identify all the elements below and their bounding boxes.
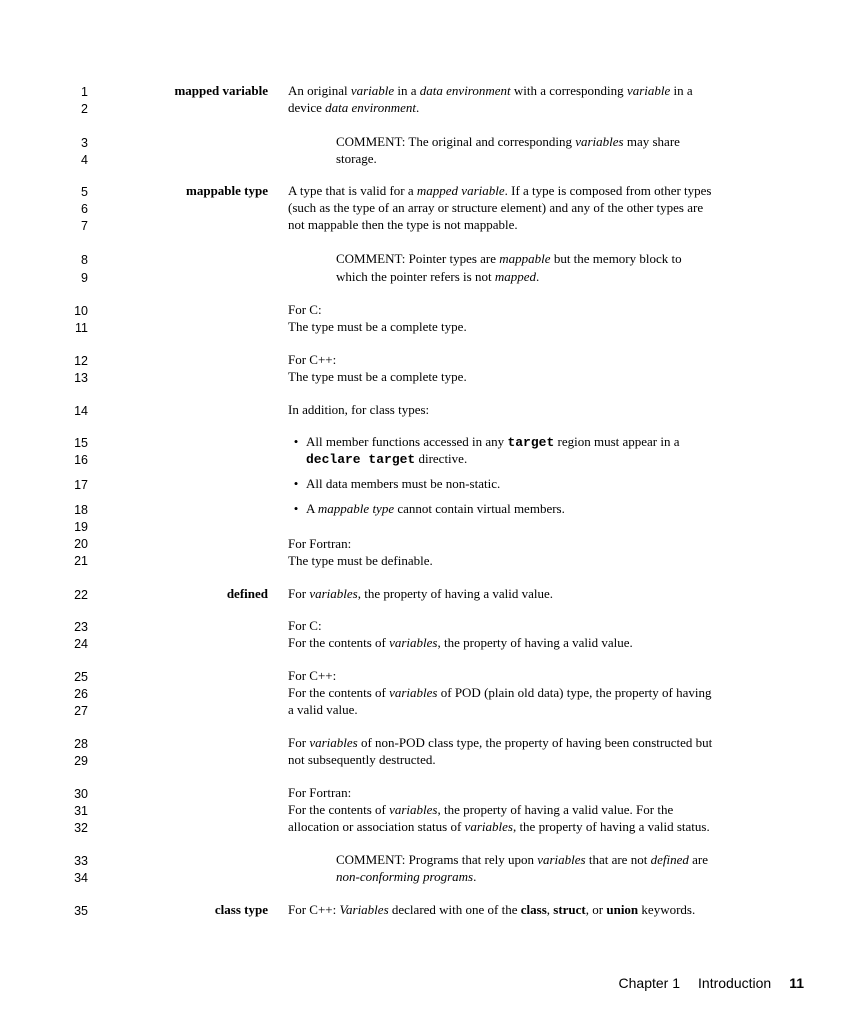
line-number: 28 <box>74 737 88 751</box>
line-number: 18 <box>74 503 88 517</box>
language-heading: For Fortran: <box>288 785 352 800</box>
page-number: 11 <box>789 975 804 991</box>
line-number: 24 <box>74 637 88 651</box>
definition-line: An original variable in a data environment with a corresponding variable in a <box>288 83 693 98</box>
line-number: 10 <box>74 304 88 318</box>
line-number: 5 <box>81 185 88 199</box>
line-number: 6 <box>81 202 88 216</box>
line-number: 27 <box>74 704 88 718</box>
language-heading: For Fortran: <box>288 536 352 551</box>
comment-line: COMMENT: Programs that rely upon variables that are not defined are <box>336 852 708 867</box>
line-number: 3 <box>81 136 88 150</box>
line-number: 2 <box>81 102 88 116</box>
definition-line: device data environment. <box>288 100 420 115</box>
line-number: 12 <box>74 354 88 368</box>
page-footer <box>560 975 804 991</box>
language-heading: For C: <box>288 302 322 317</box>
footer-title: Introduction <box>698 975 772 991</box>
line-number: 25 <box>74 670 88 684</box>
line-number: 30 <box>74 787 88 801</box>
line-number: 29 <box>74 754 88 768</box>
line-number: 20 <box>74 537 88 551</box>
line-number: 33 <box>74 854 88 868</box>
language-heading: For C: <box>288 618 322 633</box>
term-mappable-type: mappable type <box>186 183 268 198</box>
definition-line: For the contents of variables, the property of having a valid value. <box>288 635 633 650</box>
bullet-item: • A mappable type cannot contain virtual members. <box>293 501 565 516</box>
line-number: 19 <box>74 520 88 534</box>
line-number: 32 <box>74 821 88 835</box>
definition-line: not subsequently destructed. <box>288 752 436 767</box>
term-class-type: class type <box>214 902 268 917</box>
definition-line: In addition, for class types: <box>288 402 430 417</box>
definition-line: For variables of non-POD class type, the property of having been constructed but <box>288 735 713 750</box>
line-number: 31 <box>74 804 88 818</box>
comment-line: COMMENT: The original and corresponding variables may share <box>336 134 680 149</box>
footer-chapter: Chapter 1 <box>618 975 681 991</box>
language-heading: For C++: <box>288 668 337 683</box>
definition-line: For the contents of variables, the property of having a valid value. For the <box>288 802 674 817</box>
line-number: 4 <box>81 153 88 167</box>
definition-line: For the contents of variables of POD (plain old data) type, the property of having <box>288 685 712 700</box>
line-number: 16 <box>74 453 88 467</box>
line-number: 21 <box>74 554 88 568</box>
bullet-item-continuation: declare target directive. <box>306 451 468 467</box>
definition-line: The type must be a complete type. <box>288 319 467 334</box>
comment-line: storage. <box>336 151 377 166</box>
bullet-item: • All data members must be non-static. <box>293 476 501 491</box>
definition-line: For variables, the property of having a valid value. <box>288 586 554 601</box>
line-number: 22 <box>74 588 88 602</box>
definition-line: not mappable then the type is not mappable. <box>288 217 518 232</box>
line-number: 35 <box>74 904 88 918</box>
line-number: 11 <box>75 321 88 335</box>
line-number: 7 <box>81 219 88 233</box>
term-mapped-variable: mapped variable <box>174 83 268 98</box>
line-number: 14 <box>74 404 88 418</box>
comment-line: non-conforming programs. <box>336 869 477 884</box>
definition-line: A type that is valid for a mapped variable. If a type is composed from other types <box>288 183 712 198</box>
definition-line: The type must be definable. <box>288 553 433 568</box>
bullet-item: • All member functions accessed in any target region must appear in a <box>293 434 680 450</box>
definition-line: For C++: Variables declared with one of the class, struct, or union keywords. <box>288 902 696 917</box>
term-defined: defined <box>226 586 268 601</box>
line-number: 15 <box>74 436 88 450</box>
line-number: 34 <box>74 871 88 885</box>
line-number: 17 <box>74 478 88 492</box>
language-heading: For C++: <box>288 352 337 367</box>
definition-line: (such as the type of an array or structure element) and any of the other types are <box>288 200 704 215</box>
line-number: 9 <box>81 271 88 285</box>
definition-line: a valid value. <box>288 702 358 717</box>
comment-line: which the pointer refers is not mapped. <box>336 269 540 284</box>
line-number: 13 <box>74 371 88 385</box>
definition-line: The type must be a complete type. <box>288 369 467 384</box>
line-number: 23 <box>74 620 88 634</box>
comment-line: COMMENT: Pointer types are mappable but the memory block to <box>336 251 682 266</box>
definition-line: allocation or association status of variables, the property of having a valid status. <box>288 819 710 834</box>
line-number: 26 <box>74 687 88 701</box>
line-number: 1 <box>81 85 88 99</box>
line-number: 8 <box>81 253 88 267</box>
